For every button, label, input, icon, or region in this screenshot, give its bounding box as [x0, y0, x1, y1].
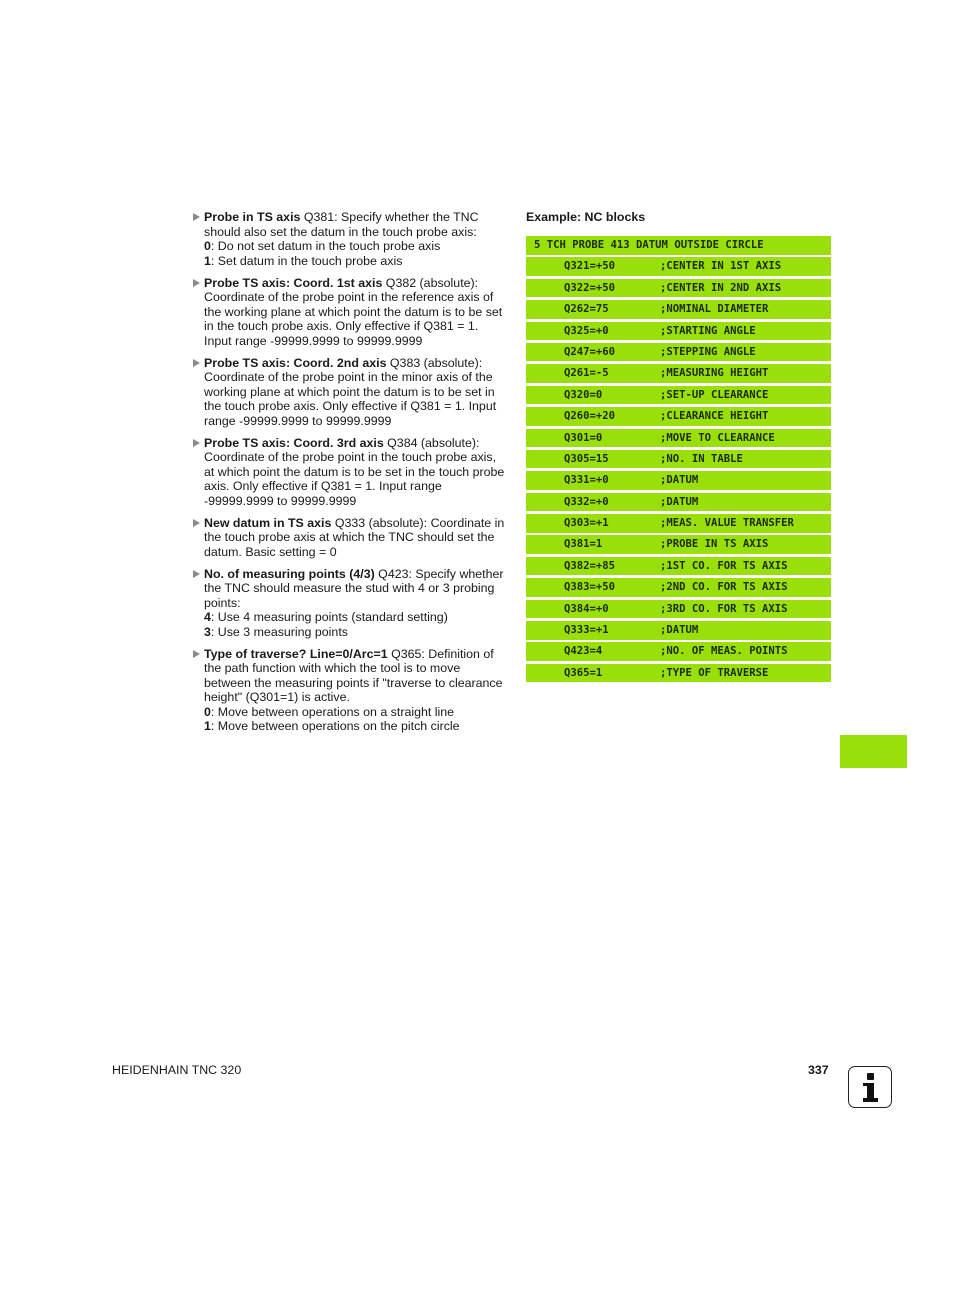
- parameter-name: Probe in TS axis: [204, 210, 301, 224]
- parameter-item: [193, 356, 509, 429]
- nc-block-row: [526, 429, 831, 448]
- nc-block-row: [526, 600, 831, 619]
- nc-block-row: [526, 664, 831, 683]
- parameter-item: [193, 276, 509, 349]
- nc-code: Q382=+85: [564, 559, 616, 572]
- parameter-option: [204, 705, 509, 720]
- nc-block-row: [526, 621, 831, 640]
- parameter-item: [193, 567, 509, 640]
- nc-block-row: [526, 279, 831, 298]
- nc-block-list: [526, 236, 831, 685]
- nc-code: Q325=+0: [564, 324, 609, 337]
- nc-block-row: [526, 578, 831, 597]
- parameter-item: [193, 516, 509, 560]
- triangle-bullet-icon: [193, 213, 200, 221]
- triangle-bullet-icon: [193, 519, 200, 527]
- nc-comment: ;NO. IN TABLE: [660, 452, 743, 465]
- option-key: 0: [204, 239, 211, 253]
- nc-block-row: [526, 343, 831, 362]
- footer-product: HEIDENHAIN TNC 320: [112, 1063, 242, 1077]
- nc-code: Q303=+1: [564, 517, 609, 530]
- parameter-description: Q423: Specify whether the TNC should measure the stud with 4 or 3 probing points:: [204, 566, 504, 610]
- parameter-option: [204, 719, 509, 734]
- nc-block-row: [526, 535, 831, 554]
- nc-block-row: [526, 364, 831, 383]
- nc-comment: ;MEAS. VALUE TRANSFER: [660, 517, 794, 530]
- option-text: : Set datum in the touch probe axis: [210, 253, 403, 268]
- nc-block-row: [526, 493, 831, 512]
- nc-block-row: [526, 471, 831, 490]
- option-key: 1: [204, 719, 211, 733]
- option-text: : Use 4 measuring points (standard setting): [210, 610, 448, 624]
- page-number: 337: [808, 1063, 829, 1077]
- nc-block-row: [526, 322, 831, 341]
- nc-comment: ;3RD CO. FOR TS AXIS: [660, 602, 788, 615]
- nc-block-row: [526, 557, 831, 576]
- parameter-option: [204, 625, 509, 640]
- nc-comment: ;CENTER IN 1ST AXIS: [660, 260, 782, 273]
- nc-block-row: [526, 642, 831, 661]
- nc-code: Q331=+0: [564, 474, 609, 487]
- nc-code: Q322=+50: [564, 281, 616, 294]
- triangle-bullet-icon: [193, 439, 200, 447]
- parameter-name: Probe TS axis: Coord. 1st axis: [204, 275, 383, 290]
- nc-code: Q383=+50: [564, 581, 616, 594]
- parameter-list: [193, 210, 509, 741]
- nc-block-row: [526, 407, 831, 426]
- parameter-name: New datum in TS axis: [204, 515, 332, 530]
- parameter-option: [204, 239, 509, 254]
- nc-comment: ;PROBE IN TS AXIS: [660, 538, 769, 551]
- nc-comment: ;STEPPING ANGLE: [660, 345, 756, 358]
- nc-block-header: 5 TCH PROBE 413 DATUM OUTSIDE CIRCLE: [526, 236, 831, 255]
- parameter-item: [193, 647, 509, 734]
- nc-comment: ;MOVE TO CLEARANCE: [660, 431, 775, 444]
- option-text: : Move between operations on a straight line: [210, 704, 455, 719]
- parameter-name: Probe TS axis: Coord. 2nd axis: [204, 355, 387, 370]
- nc-code: Q320=0: [564, 388, 603, 401]
- nc-comment: ;STARTING ANGLE: [660, 324, 756, 337]
- nc-code: Q332=+0: [564, 495, 609, 508]
- parameter-item: [193, 210, 509, 268]
- nc-code: Q333=+1: [564, 624, 609, 637]
- parameter-description: Q382 (absolute): Coordinate of the probe point in the reference axis of the working plane at which point the datum is to be set in the touch probe axis. Only effective if Q381 = 1. Input range -99999.9999 to 99999.9999: [204, 275, 503, 348]
- nc-block-row: [526, 514, 831, 533]
- nc-comment: ;NO. OF MEAS. POINTS: [660, 645, 788, 658]
- nc-code: Q261=-5: [564, 367, 609, 380]
- option-key: 3: [204, 624, 211, 639]
- option-key: 4: [204, 610, 211, 624]
- nc-code: Q321=+50: [564, 260, 616, 273]
- nc-comment: ;MEASURING HEIGHT: [660, 367, 769, 380]
- info-icon: [848, 1066, 892, 1108]
- nc-code: Q423=4: [564, 645, 603, 658]
- triangle-bullet-icon: [193, 279, 200, 287]
- nc-comment: ;1ST CO. FOR TS AXIS: [660, 559, 788, 572]
- example-title: Example: NC blocks: [526, 210, 646, 224]
- nc-comment: ;NOMINAL DIAMETER: [660, 303, 769, 316]
- parameter-item: [193, 436, 509, 509]
- parameter-description: Q383 (absolute): Coordinate of the probe point in the minor axis of the working plane at which point the datum is to be set in the touch probe axis. Only effective if Q381 = 1. Input range -99999.9999 to 99999.9999: [204, 355, 497, 428]
- nc-code: Q381=1: [564, 538, 603, 551]
- nc-block-row: [526, 386, 831, 405]
- nc-comment: ;SET-UP CLEARANCE: [660, 388, 769, 401]
- triangle-bullet-icon: [193, 570, 200, 578]
- parameter-description: Q381: Specify whether the TNC should also set the datum in the touch probe axis:: [204, 210, 479, 239]
- nc-code: Q384=+0: [564, 602, 609, 615]
- nc-block-row: [526, 450, 831, 469]
- option-text: : Use 3 measuring points: [210, 624, 348, 639]
- parameter-description: Q384 (absolute): Coordinate of the probe point in the touch probe axis, at which point the datum is to be set in the touch probe axis. Only effective if Q381 = 1. Input range -99999.9999 to 99999.9999: [204, 435, 505, 508]
- nc-code: Q305=15: [564, 452, 609, 465]
- option-text: : Move between operations on the pitch circle: [210, 719, 460, 733]
- nc-code: Q262=75: [564, 303, 609, 316]
- chapter-heading: [836, 210, 908, 950]
- nc-code: Q365=1: [564, 666, 603, 679]
- option-key: 0: [204, 704, 211, 719]
- nc-comment: ;CLEARANCE HEIGHT: [660, 410, 769, 423]
- nc-comment: ;DATUM: [660, 495, 699, 508]
- parameter-description: Q333 (absolute): Coordinate in the touch probe axis at which the TNC should set the datum. Basic setting = 0: [204, 515, 505, 559]
- nc-comment: ;2ND CO. FOR TS AXIS: [660, 581, 788, 594]
- option-key: 1: [204, 253, 211, 268]
- nc-comment: ;CENTER IN 2ND AXIS: [660, 281, 782, 294]
- nc-comment: ;DATUM: [660, 624, 699, 637]
- triangle-bullet-icon: [193, 359, 200, 367]
- nc-block-row: [526, 300, 831, 319]
- parameter-name: No. of measuring points (4/3): [204, 566, 375, 581]
- triangle-bullet-icon: [193, 650, 200, 658]
- option-text: : Do not set datum in the touch probe axis: [210, 239, 441, 253]
- nc-comment: ;TYPE OF TRAVERSE: [660, 666, 769, 679]
- parameter-option: [204, 254, 509, 269]
- parameter-option: [204, 610, 509, 625]
- nc-code: Q260=+20: [564, 410, 616, 423]
- nc-comment: ;DATUM: [660, 474, 699, 487]
- parameter-name: Type of traverse? Line=0/Arc=1: [204, 646, 388, 661]
- nc-code: Q301=0: [564, 431, 603, 444]
- parameter-name: Probe TS axis: Coord. 3rd axis: [204, 435, 384, 450]
- parameter-description: Q365: Definition of the path function with which the tool is to move between the measuring points if "traverse to clearance height" (Q301=1) is active.: [204, 646, 503, 704]
- nc-code: Q247=+60: [564, 345, 616, 358]
- nc-block-row: [526, 257, 831, 276]
